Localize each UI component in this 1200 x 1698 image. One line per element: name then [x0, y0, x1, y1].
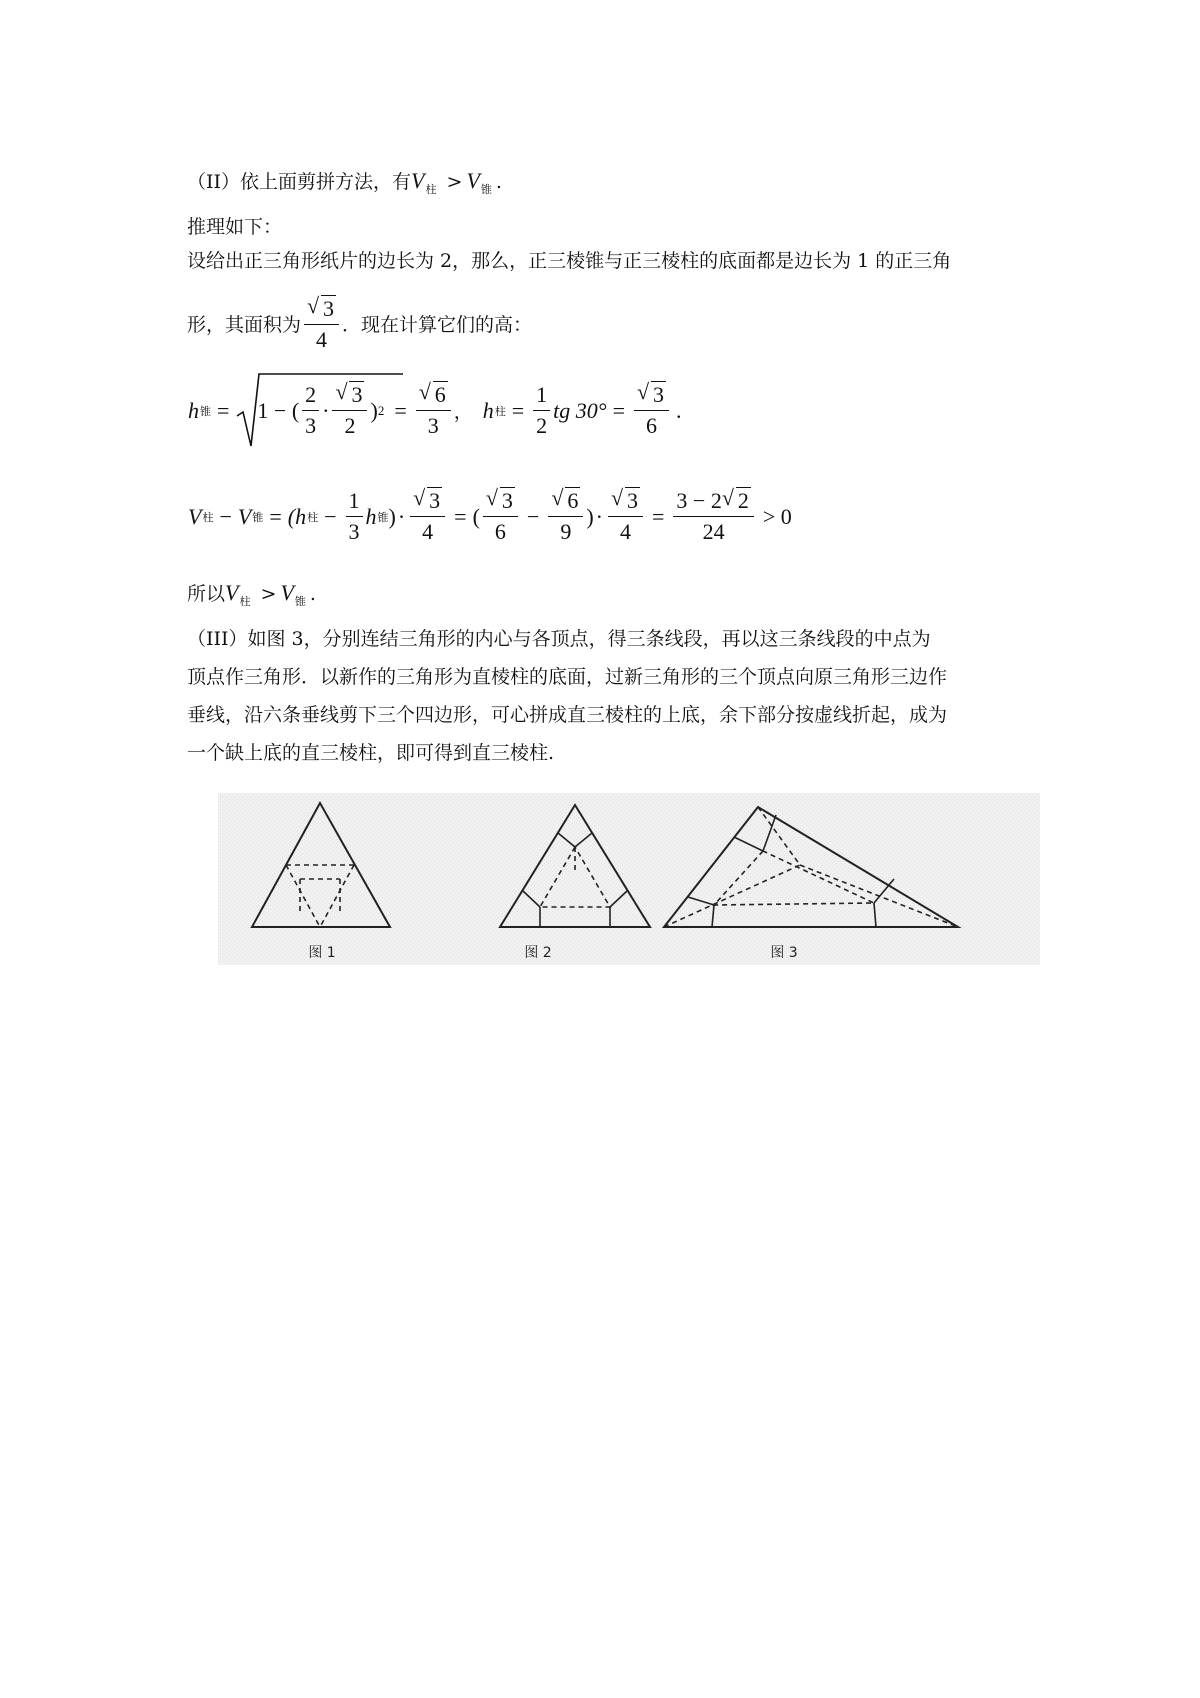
- figure-1-label: 图 1: [308, 945, 336, 961]
- reasoning-line1: 推理如下：: [187, 216, 283, 238]
- section2-line: （II）依上面剪拼方法，有$V_柱 > V_锥$ .: [187, 168, 502, 196]
- section3-line4: 一个缺上底的直三棱柱，即可得到直三棱柱.: [187, 742, 555, 764]
- height-formula: h 锥 = 1 − ( $\frac{2}{3}$ · √ $\frac{3}{2}$ ) 2 = √ $\frac{6}{3}$ ， h 柱 = $\frac{1}{2}$ tg 30° = √ $\frac{3}{6}$ .: [188, 382, 682, 439]
- section3-line3: 垂线，沿六条垂线剪下三个四边形，可心拼成直三棱柱的上底，余下部分按虚线折起，成为: [187, 704, 948, 726]
- reasoning-line2: 设给出正三角形纸片的边长为 2，那么，正三棱锥与正三棱柱的底面都是边长为 1 的正三角: [187, 250, 952, 272]
- section2-intro: （II）依上面剪拼方法，有: [187, 171, 412, 193]
- section3-line1: （III）如图 3，分别连结三角形的内心与各顶点，得三条线段，再以这三条线段的中点为: [187, 628, 931, 650]
- area-fraction: √ $\frac{3}{4}$: [304, 296, 339, 353]
- section3-line2: 顶点作三角形．以新作的三角形为直棱柱的底面，过新三角形的三个顶点向原三角形三边作: [187, 666, 948, 688]
- figures-image: [218, 793, 1040, 965]
- conclusion-line: 所以$V_柱 > V_锥$ .: [187, 580, 316, 608]
- figures-panel: [218, 793, 1040, 969]
- figure-3-label: 图 3: [770, 945, 798, 961]
- reasoning-line3: 形，其面积为 √ $\frac{3}{4}$ ．现在计算它们的高：: [187, 296, 532, 353]
- big-radical: 1 − ( $\frac{2}{3}$ · √ $\frac{3}{2}$ ) 2: [235, 382, 384, 439]
- figure-2-label: 图 2: [524, 945, 552, 961]
- volume-difference-formula: V 柱 − V 锥 = (h 柱 − $\frac{1}{3}$ h 锥 ) · √ $\frac{3}{4}$ = ( √ $\frac{3}{6}$ − √ $\frac{6}{9}$ ) · √ $\frac{3}{4}$ = $\frac{3 - 2√ 2}{24}$ > 0: [188, 488, 798, 545]
